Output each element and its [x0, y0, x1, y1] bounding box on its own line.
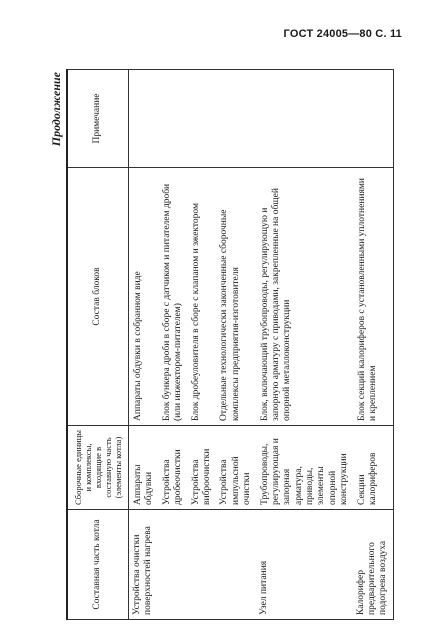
blocks-cell: Блок, включающий трубопроводы, регулирующую и запорную арматуру с приводами, закрепленные на общей опорной металлоконструкции [256, 168, 353, 426]
blocks-cell: Отдельные технологически законченные сборочные комплексы предприятия-изготовителя [215, 168, 255, 426]
rotated-table-page [44, 60, 389, 620]
header-part: Составная часть котла [67, 510, 129, 620]
note-cell [353, 70, 394, 168]
header-unit: Сборочные единицы и комплексы, входящие в составную часть (элементы котла) [67, 426, 129, 510]
table-row [129, 70, 158, 620]
part-cell: Калорифер предварительного подогрева воздуха [353, 510, 394, 620]
part-cell: Узел питания [256, 510, 353, 620]
unit-cell: Аппараты обдувки [129, 426, 158, 510]
unit-cell: Устройства импульсной очистки [215, 426, 255, 510]
note-cell [129, 70, 256, 168]
table-header-row [67, 70, 129, 620]
unit-cell: Трубопроводы, регулирующая и запорная арматура, приводы, элементы опорной конструкции [256, 426, 353, 510]
unit-cell: Устройства дробеочистки [158, 426, 187, 510]
header-blocks: Состав блоков [67, 168, 129, 426]
blocks-cell: Блок бункера дроби в сборе с датчиком и питателем дроби (или инжектором-питателем) [158, 168, 187, 426]
components-table [66, 69, 394, 620]
table-row [256, 70, 353, 620]
continuation-label: Продолжение [49, 72, 63, 147]
unit-cell: Секции калориферов [353, 426, 394, 510]
blocks-cell: Блок секций калориферов с установленными уплотнениями и креплением [353, 168, 394, 426]
blocks-cell: Блок дробеуловителя в сборе с клапаном и эжектором [187, 168, 216, 426]
page-header: ГОСТ 24005—80 С. 11 [283, 28, 402, 40]
note-cell [256, 70, 353, 168]
header-note: Примечание [67, 70, 129, 168]
unit-cell: Устройства виброочистки [187, 426, 216, 510]
table-row [353, 70, 394, 620]
blocks-cell: Аппараты обдувки в собранном виде [129, 168, 158, 426]
part-cell: Устройства очистки поверхностей нагрева [129, 510, 256, 620]
